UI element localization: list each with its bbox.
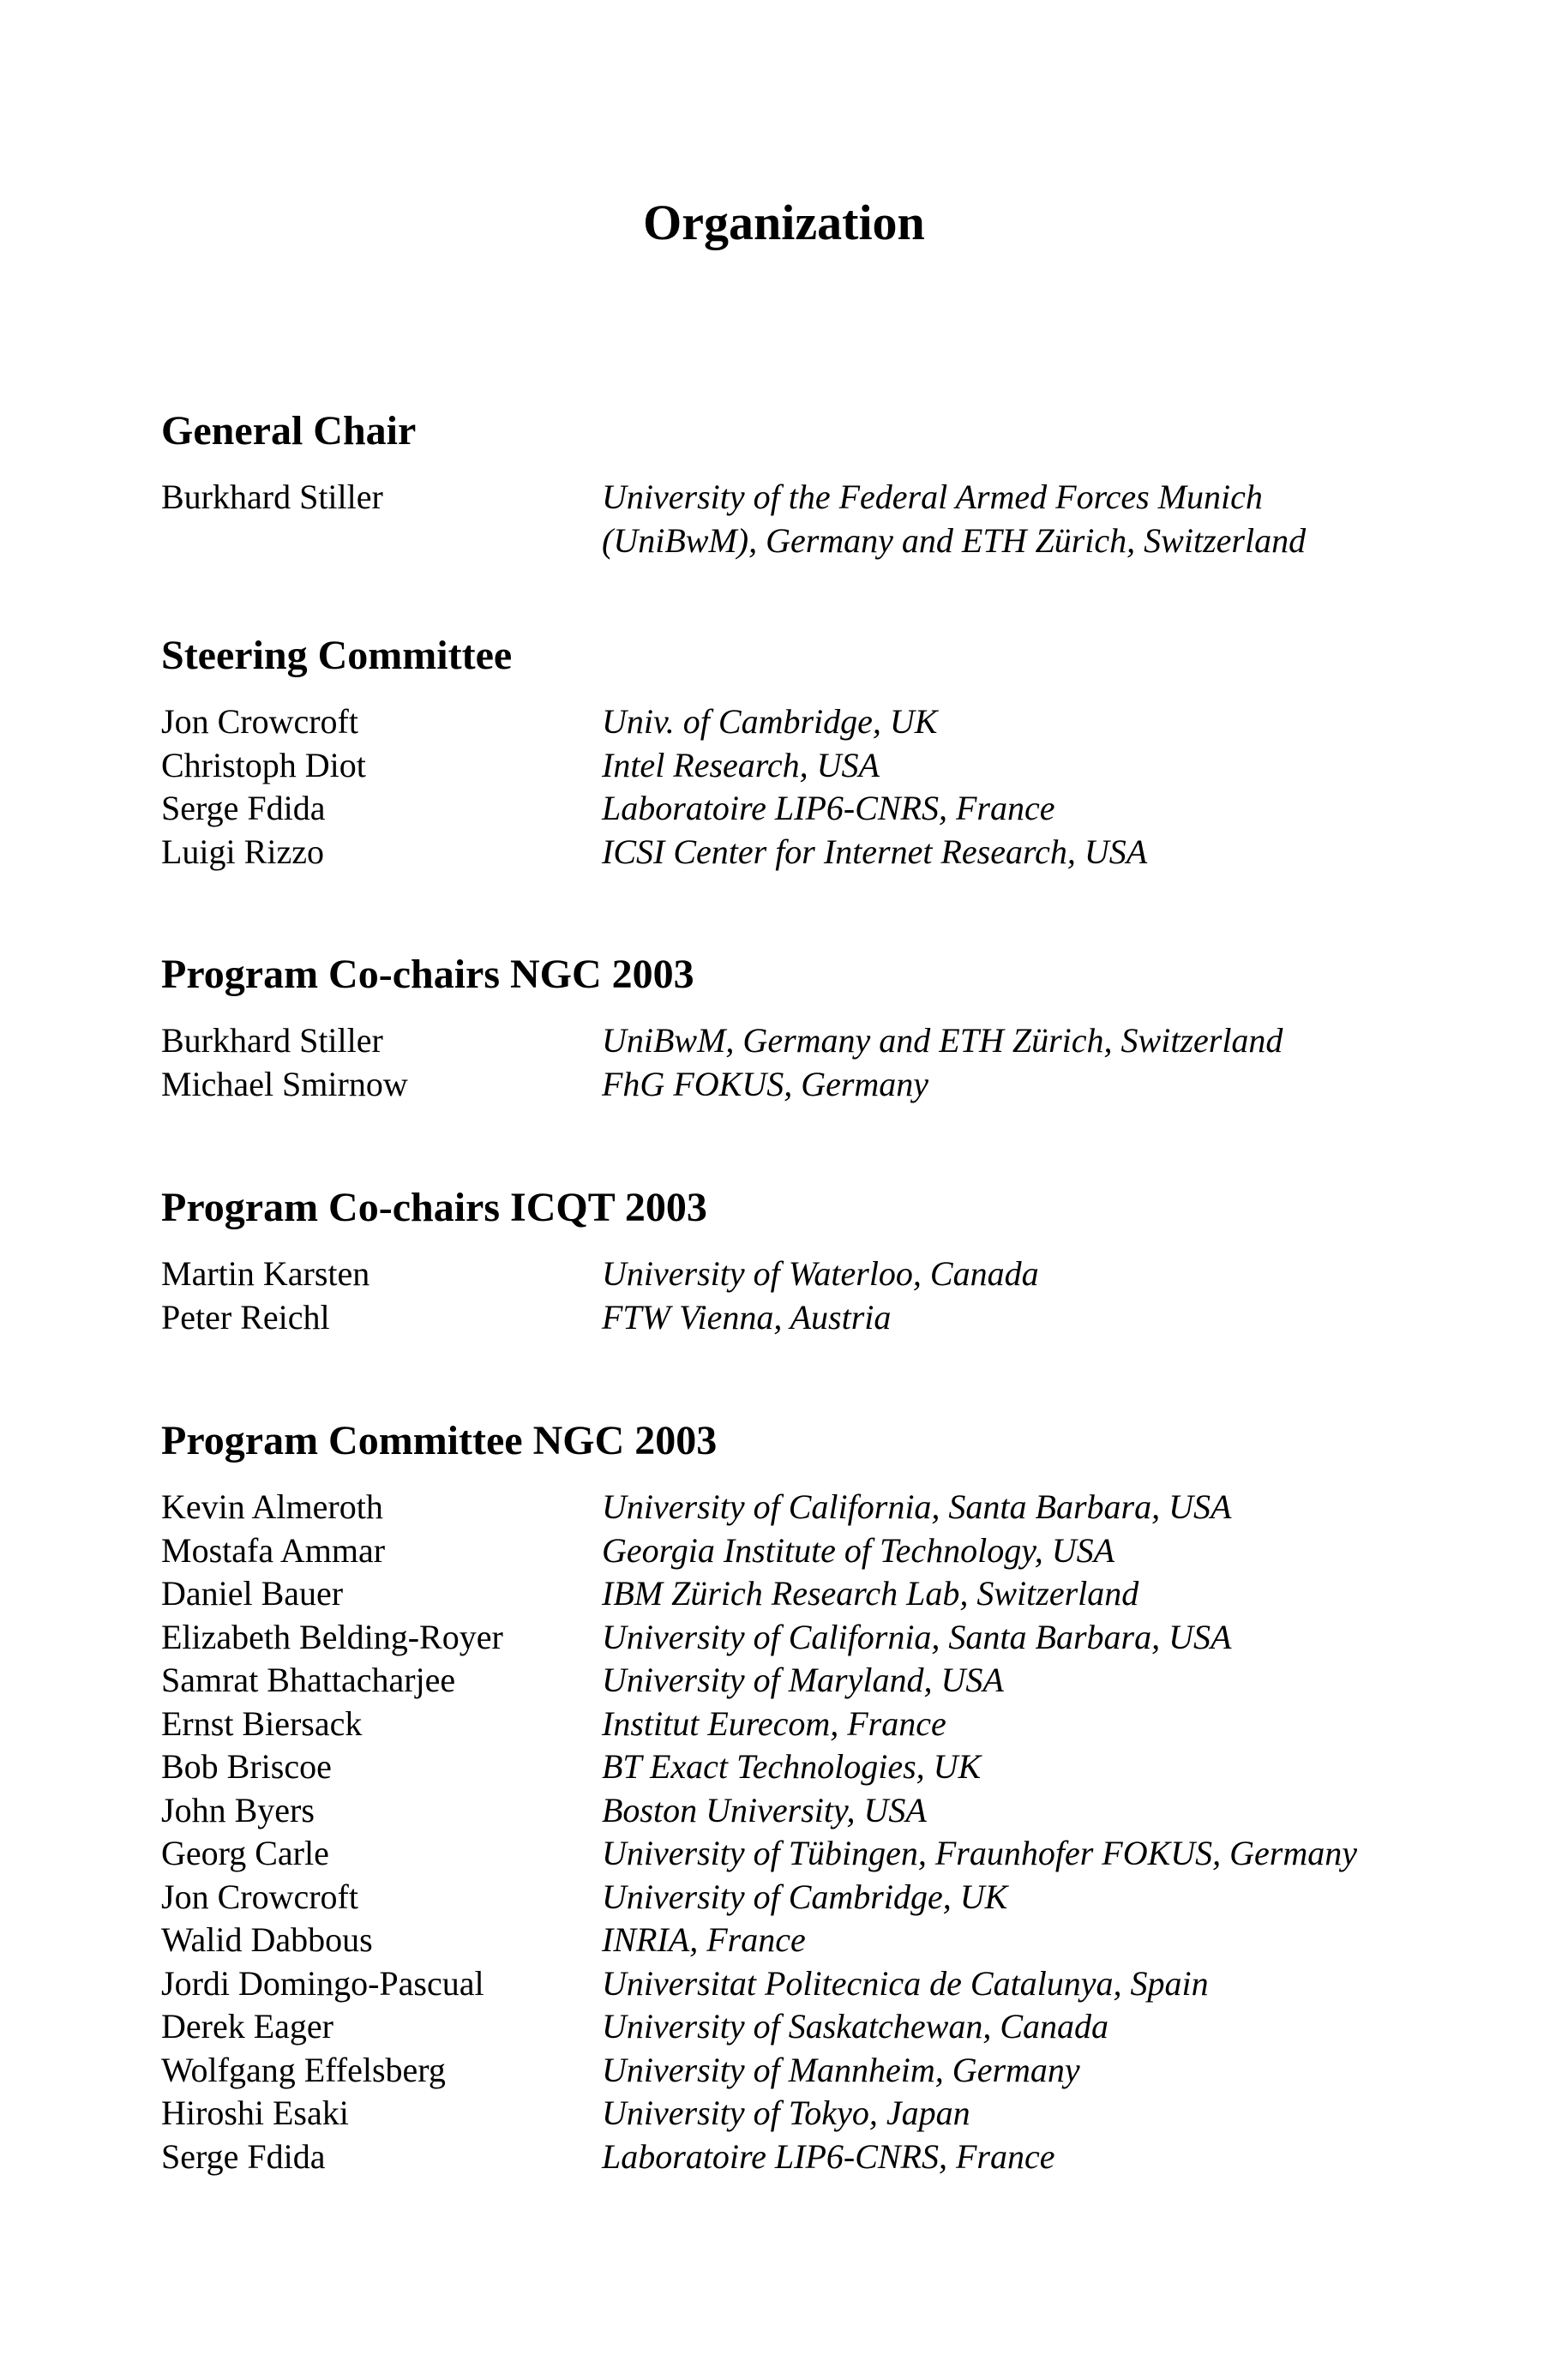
affiliation-line-2: (UniBwM), Germany and ETH Zürich, Switzerland xyxy=(602,520,1307,560)
member-affiliation: University of California, Santa Barbara, USA xyxy=(602,1617,1232,1656)
member-affiliation: University of Mannheim, Germany xyxy=(602,2050,1080,2089)
section-heading: Program Committee NGC 2003 xyxy=(161,1418,718,1463)
member-entry xyxy=(161,1253,1499,1296)
member-name: Ernst Biersack xyxy=(161,1703,363,1743)
member-affiliation: Intel Research, USA xyxy=(602,745,880,784)
section-steering-committee xyxy=(161,630,1499,874)
member-affiliation: ICSI Center for Internet Research, USA xyxy=(602,832,1148,871)
member-name: Serge Fdida xyxy=(161,789,326,827)
member-name: Derek Eager xyxy=(161,2007,333,2046)
member-affiliation: Georgia Institute of Technology, USA xyxy=(602,1530,1115,1570)
section-heading: General Chair xyxy=(161,408,417,454)
member-name: Daniel Bauer xyxy=(161,1574,344,1613)
member-name: Mostafa Ammar xyxy=(161,1530,386,1570)
member-name: Wolfgang Effelsberg xyxy=(161,2050,446,2089)
member-affiliation xyxy=(602,476,1306,562)
page-title: Organization xyxy=(643,195,925,250)
member-entry xyxy=(161,476,1499,562)
member-affiliation: University of Cambridge, UK xyxy=(602,1877,1008,1916)
member-name: John Byers xyxy=(161,1790,315,1829)
member-affiliation: INRIA, France xyxy=(602,1920,806,1959)
section-program-committee-ngc xyxy=(161,1415,1499,2178)
member-name: Georg Carle xyxy=(161,1834,329,1872)
member-affiliation: UniBwM, Germany and ETH Zürich, Switzerland xyxy=(602,1021,1283,1060)
member-entry xyxy=(161,2136,1499,2179)
section-program-cochairs-icqt xyxy=(161,1182,1499,1339)
member-entry xyxy=(161,1876,1499,1919)
member-name: Walid Dabbous xyxy=(161,1920,373,1959)
member-affiliation: IBM Zürich Research Lab, Switzerland xyxy=(602,1574,1139,1613)
member-entry xyxy=(161,1616,1499,1660)
member-name: Peter Reichl xyxy=(161,1297,330,1337)
member-name: Elizabeth Belding-Royer xyxy=(161,1617,503,1656)
member-entry xyxy=(161,1745,1499,1789)
section-general-chair xyxy=(161,406,1499,562)
member-affiliation: Laboratoire LIP6-CNRS, France xyxy=(602,789,1055,827)
section-program-cochairs-ngc xyxy=(161,949,1499,1106)
member-affiliation: FhG FOKUS, Germany xyxy=(602,1064,929,1103)
member-name: Serge Fdida xyxy=(161,2136,326,2176)
member-name: Michael Smirnow xyxy=(161,1064,408,1103)
member-entry xyxy=(161,1529,1499,1573)
member-name: Bob Briscoe xyxy=(161,1747,332,1786)
member-entry xyxy=(161,1486,1499,1529)
member-entry xyxy=(161,1703,1499,1746)
member-affiliation: University of California, Santa Barbara, USA xyxy=(602,1487,1232,1526)
member-name: Jon Crowcroft xyxy=(161,702,358,741)
member-affiliation: Univ. of Cambridge, UK xyxy=(602,702,938,741)
member-affiliation: BT Exact Technologies, UK xyxy=(602,1747,982,1786)
member-name: Jordi Domingo-Pascual xyxy=(161,1963,484,2003)
member-entry xyxy=(161,787,1499,831)
member-entry xyxy=(161,1659,1499,1703)
member-name: Kevin Almeroth xyxy=(161,1487,383,1526)
member-affiliation: University of Tübingen, Fraunhofer FOKUS, Germany xyxy=(602,1834,1358,1872)
member-entry xyxy=(161,1832,1499,1876)
member-entry xyxy=(161,744,1499,788)
member-entry xyxy=(161,831,1499,874)
member-name: Burkhard Stiller xyxy=(161,1021,383,1060)
member-affiliation: University of Saskatchewan, Canada xyxy=(602,2007,1109,2046)
member-affiliation: FTW Vienna, Austria xyxy=(602,1297,892,1337)
member-entry xyxy=(161,1962,1499,2006)
member-affiliation: Laboratoire LIP6-CNRS, France xyxy=(602,2136,1055,2176)
member-affiliation: University of Maryland, USA xyxy=(602,1661,1004,1699)
member-entry xyxy=(161,1572,1499,1616)
member-name: Luigi Rizzo xyxy=(161,832,324,871)
member-affiliation: University of Waterloo, Canada xyxy=(602,1254,1039,1293)
member-name: Burkhard Stiller xyxy=(161,478,383,516)
member-entry xyxy=(161,1019,1499,1063)
member-entry xyxy=(161,1296,1499,1340)
member-affiliation: Universitat Politecnica de Catalunya, Spain xyxy=(602,1963,1209,2003)
member-affiliation: Boston University, USA xyxy=(602,1790,927,1829)
member-entry xyxy=(161,1919,1499,1962)
member-entry xyxy=(161,1063,1499,1107)
member-name: Martin Karsten xyxy=(161,1254,370,1293)
member-affiliation: University of Tokyo, Japan xyxy=(602,2094,970,2132)
member-name: Hiroshi Esaki xyxy=(161,2094,349,2132)
member-name: Samrat Bhattacharjee xyxy=(161,1661,456,1699)
section-heading: Program Co-chairs ICQT 2003 xyxy=(161,1185,707,1230)
member-affiliation: Institut Eurecom, France xyxy=(602,1703,946,1743)
member-name: Jon Crowcroft xyxy=(161,1877,358,1916)
section-heading: Steering Committee xyxy=(161,633,513,678)
member-entry xyxy=(161,2092,1499,2136)
member-name: Christoph Diot xyxy=(161,745,366,784)
member-entry xyxy=(161,1789,1499,1833)
member-entry xyxy=(161,2049,1499,2093)
affiliation-line-1: University of the Federal Armed Forces Munich xyxy=(602,478,1263,516)
section-heading: Program Co-chairs NGC 2003 xyxy=(161,952,694,997)
member-entry xyxy=(161,700,1499,744)
member-entry xyxy=(161,2005,1499,2049)
